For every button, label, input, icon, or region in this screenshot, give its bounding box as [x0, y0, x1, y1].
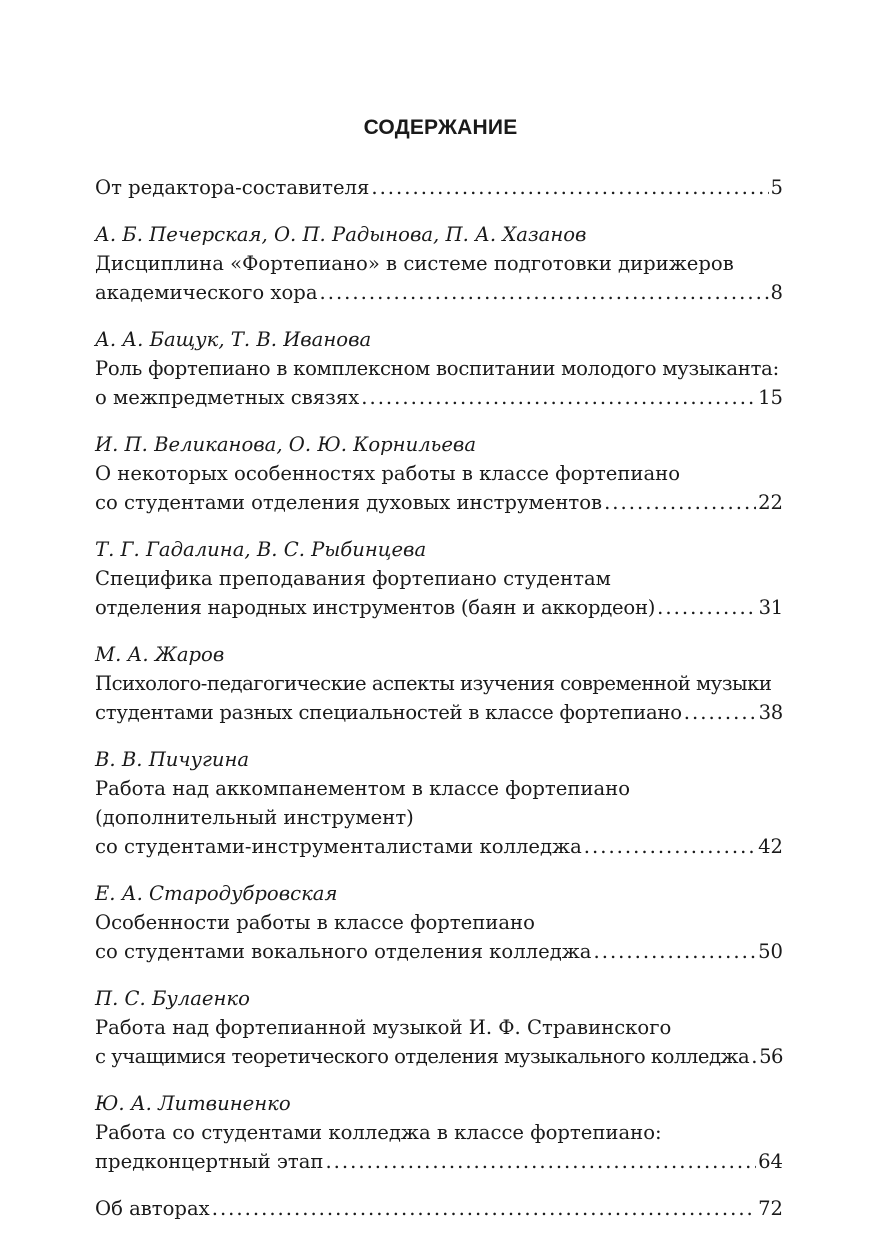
toc-entry-authors: А. А. Бащук, Т. В. Иванова: [95, 328, 372, 351]
dot-leader: [593, 937, 756, 966]
toc-entry: [95, 173, 783, 202]
toc-entry-title: студентами разных специальностей в классе фортепиано: [95, 701, 682, 724]
toc-entry-title: Дисциплина «Фортепиано» в системе подготовки дирижеров: [95, 252, 734, 275]
toc-entry-title-line[interactable]: [95, 937, 783, 966]
dot-leader: [361, 383, 756, 412]
toc-entry-title: Работа над фортепианной музыкой И. Ф. Стравинского: [95, 1016, 672, 1039]
toc-entry: [95, 220, 783, 307]
toc-entry-title: отделения народных инструментов (баян и аккордеон): [95, 596, 656, 619]
page-title: СОДЕРЖАНИЕ: [363, 116, 518, 139]
toc-entry-title: академического хора: [95, 281, 318, 304]
page-number: 22: [758, 491, 783, 514]
page-number: 56: [759, 1045, 783, 1068]
toc-entry: [95, 745, 783, 861]
toc-entry-title: Об авторах: [95, 1197, 210, 1220]
toc-entry-title: со студентами вокального отделения колледжа: [95, 940, 592, 963]
toc-entry-title: Роль фортепиано в комплексном воспитании молодого музыканта:: [95, 357, 779, 380]
page-number: 42: [758, 835, 783, 858]
toc-entry-title-line[interactable]: [95, 698, 783, 727]
toc-entry-title: Работа со студентами колледжа в классе фортепиано:: [95, 1121, 662, 1144]
page-number: 38: [758, 701, 783, 724]
toc-entry-title: со студентами отделения духовых инструментов: [95, 491, 603, 514]
dot-leader: [371, 173, 768, 202]
toc-entry-authors: Т. Г. Гадалина, В. С. Рыбинцева: [95, 538, 427, 561]
dot-leader: [657, 593, 756, 622]
toc-entry-title-line[interactable]: [95, 1147, 783, 1176]
dot-leader: [212, 1194, 756, 1223]
toc-entry-title-line[interactable]: [95, 278, 783, 307]
toc-entry-title: Специфика преподавания фортепиано студентам: [95, 567, 611, 590]
page-number: 64: [758, 1150, 783, 1173]
toc-entry-title-line[interactable]: [95, 832, 783, 861]
toc-entry-title: О некоторых особенностях работы в классе фортепиано: [95, 462, 681, 485]
dot-leader: [604, 488, 756, 517]
toc-entry-title-line[interactable]: [95, 1042, 783, 1071]
toc-entry: [95, 984, 783, 1071]
toc-entry-title: с учащимися теоретического отделения музыкального колледжа: [95, 1045, 750, 1068]
toc-entry-title: о межпредметных связях: [95, 386, 360, 409]
toc-entry-title-line[interactable]: [95, 593, 783, 622]
page-number: 31: [758, 596, 783, 619]
toc-entry: [95, 1194, 783, 1223]
page-number: 50: [758, 940, 783, 963]
dot-leader: [684, 698, 757, 727]
toc-entry-title-line[interactable]: [95, 383, 783, 412]
dot-leader: [320, 278, 769, 307]
toc-entry: [95, 879, 783, 966]
toc-entry: [95, 640, 783, 727]
page-number: 72: [758, 1197, 783, 1220]
toc-entry-title: предконцертный этап: [95, 1150, 324, 1173]
toc-entry: [95, 535, 783, 622]
toc-entry-authors: М. А. Жаров: [95, 643, 225, 666]
toc-entry-title: (дополнительный инструмент): [95, 806, 414, 829]
toc-entry-authors: В. В. Пичугина: [95, 748, 250, 771]
toc-entry: [95, 325, 783, 412]
toc-entry: [95, 1089, 783, 1176]
toc-entry-authors: Е. А. Стародубровская: [95, 882, 338, 905]
toc-entry-authors: П. С. Булаенко: [95, 987, 250, 1010]
dot-leader: [584, 832, 756, 861]
toc-entry-title: От редактора-составителя: [95, 176, 370, 199]
toc-entry-authors: И. П. Великанова, О. Ю. Корнильева: [95, 433, 477, 456]
toc-entry-title: Психолого-педагогические аспекты изучения современной музыки: [95, 672, 772, 695]
dot-leader: [751, 1042, 757, 1071]
page-number: 8: [770, 281, 783, 304]
table-of-contents: [95, 116, 783, 1223]
page-number: 15: [758, 386, 783, 409]
toc-entry-title-line[interactable]: [95, 488, 783, 517]
toc-entry-authors: А. Б. Печерская, О. П. Радынова, П. А. Хазанов: [95, 223, 587, 246]
page-number: 5: [770, 176, 783, 199]
toc-entry-title-line[interactable]: [95, 1194, 783, 1223]
toc-entry-title: Работа над аккомпанементом в классе фортепиано: [95, 777, 631, 800]
toc-entry: [95, 430, 783, 517]
toc-entry-title: со студентами-инструменталистами колледжа: [95, 835, 582, 858]
toc-entry-authors: Ю. А. Литвиненко: [95, 1092, 291, 1115]
dot-leader: [325, 1147, 756, 1176]
toc-entry-title: Особенности работы в классе фортепиано: [95, 911, 535, 934]
toc-entry-title-line[interactable]: [95, 173, 783, 202]
